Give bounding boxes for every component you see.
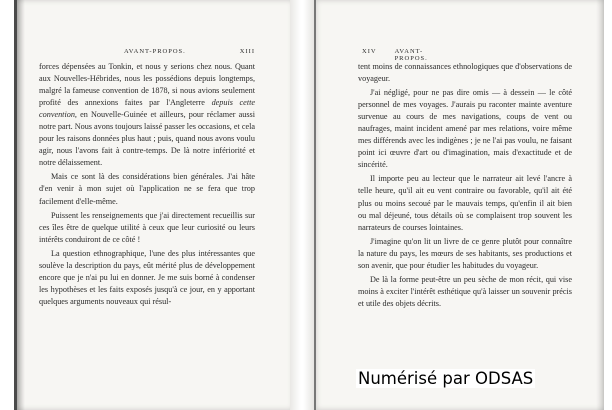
right-page-header <box>362 48 452 62</box>
paragraph-text: De là la forme peut-être un peu sèche de mon récit, qui vise moins à exciter l'intérêt esthétique qu'à laisser un souvenir précis et utile des objets décrits. <box>358 274 572 308</box>
paragraph-text: forces dépensées au Tonkin, et nous y serions chez nous. Quant aux Nouvelles-Hébrides, nous les possédions depuis longtemps, malgré la fameuse convention de 1878, si nous avions seulement profité des annexions faites par l'Angleterre <box>39 62 255 108</box>
paragraph-text: tent moins de connaissances ethnologiques que d'observations de voyageur. <box>358 62 572 84</box>
left-page <box>14 0 293 410</box>
right-page-body <box>358 61 572 310</box>
paragraph <box>39 248 255 308</box>
paragraph-text: Puissent les renseignements que j'ai directement recueillis sur ces îles être de quelque utilité à ceux que leur curiosité ou leurs intérêts conduiront de ce côté ! <box>39 210 255 244</box>
left-page-header <box>81 48 255 55</box>
paragraph <box>358 61 572 85</box>
paragraph <box>358 274 572 310</box>
paragraph <box>39 61 255 169</box>
italic-text: depuis cette convention <box>39 98 256 120</box>
running-head: AVANT-PROPOS. <box>394 48 428 62</box>
paragraph <box>39 210 255 246</box>
running-head: AVANT-PROPOS. <box>123 48 186 55</box>
left-page-body <box>39 61 255 308</box>
page-number: XIV <box>362 48 377 55</box>
paragraph-text: Il importe peu au lecteur que le narrateur ait levé l'ancre à telle heure, qu'il ait eu vent contraire ou favorable, qu'il ait été plus ou moins secoué par le mauvais temps, qu'enfin il ait bien ou mal déjeuné, tous détails où se complaisent trop souvent les narrateurs de courses lointaines. <box>358 174 572 232</box>
paragraph-text: J'ai négligé, pour ne pas dire omis — à dessein — le côté personnel de mes voyages. J'aurais pu raconter mainte aventure survenue au cours de mes navigations, coups de vent ou naufrages, maint incident amené par mes relations, voire même mes différends avec les indigènes ; je ne l'ai pas voulu, ne faisant point ici œuvre d'art ou d'imagination, mais d'exactitude et de sincérité. <box>358 88 572 170</box>
paragraph-text: , en Nouvelle-Guinée et ailleurs, pour réclamer aussi notre part. Nous avons toujours laissé passer les occasions, et cela pour les raisons données plus haut ; puis, quand nous avons voulu agir, nous l'avons fait à contre-temps. De là notre infériorité et notre délaissement. <box>39 110 256 168</box>
book-gutter <box>290 0 314 410</box>
paragraph <box>39 171 255 207</box>
digitization-watermark: Numérisé par ODSAS <box>358 369 534 388</box>
page-number: XIII <box>239 48 255 55</box>
paragraph-text: Mais ce sont là des considérations bien générales. J'ai hâte d'en venir à mon sujet où l'application ne se fera que trop facilement d'elle-même. <box>39 172 255 206</box>
paragraph-text: J'imagine qu'on lit un livre de ce genre plutôt pour connaître la nature du pays, les mœurs de ses habitants, ses productions et son avenir, que pour étudier les habitudes du voyageur. <box>358 236 572 270</box>
right-page <box>314 0 604 410</box>
paragraph-text: La question ethnographique, l'une des plus intéressantes que soulève la description du pays, eût mérité plus de développement encore que je n'ai pu lui en donner. Je me suis borné à condenser les hypothèses et les faits exposés jusqu'à ce jour, en y apportant quelques arguments nouveaux qui résul- <box>39 248 255 306</box>
paragraph <box>358 173 572 233</box>
paragraph <box>358 236 572 272</box>
paragraph <box>358 87 572 171</box>
